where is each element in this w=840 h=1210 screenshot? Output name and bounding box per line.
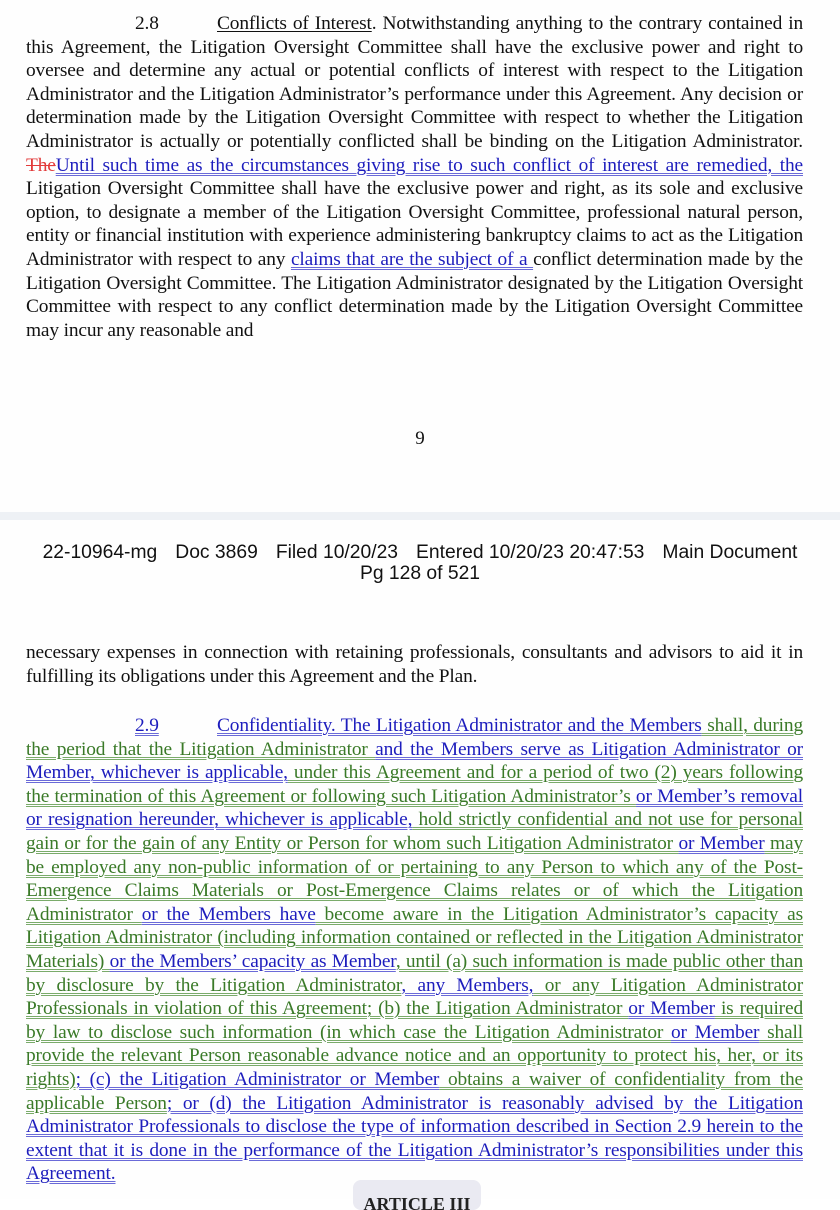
inserted-text: or the Members’ capacity as Member <box>109 950 396 972</box>
section-2-9-paragraph <box>26 714 803 1186</box>
body-run: Litigation Oversight Committee shall have the exclusive power and right, as its sole and exclusive option, to designate a member of the Litigation Oversight Committee, professional natural person, entity or financial institution with experience administering bankruptcy claims to act as the Litigation Administrator with respect to any <box>26 178 803 270</box>
inserted-text: , any Members, <box>401 974 534 996</box>
body-run: . Notwithstanding anything to the contrary contained in this Agreement, the Litigation Oversight Committee shall have the exclusive power and right to oversee and determine any actual or potential conflicts of interest with respect to the Litigation Administrator and the Litigation Administrator’s performance under this Agreement. Any decision or determination made by the Litigation Oversight Committee with respect to whether the Litigation Administrator is actually or potentially conflicted shall be binding on the Litigation Administrator. <box>26 13 803 152</box>
moved-text: may be employed any non-public information of or pertaining to any Person to which any of the Post-Emergence Claims Materials or Post-Emergence Claims relates or of which the Litigation Administrator <box>26 832 803 925</box>
inserted-text: or the Members have <box>141 903 316 925</box>
article-heading <box>353 1180 481 1210</box>
document-type: Main Document <box>662 542 798 563</box>
inserted-text: ; or (d) the Litigation Administrator is reasonably advised by the Litigation Administrator Professionals to disclose the type of information described in Section 2.9 herein to the extent that it is done in the performance of the Litigation Administrator’s responsibilities under this Agreement. <box>26 1092 803 1185</box>
document-page-128 <box>0 520 840 1210</box>
inserted-text: or Member <box>670 1021 760 1043</box>
inserted-text: and the Members serve as Litigation Administrator or Member, whichever is applicable, <box>26 738 803 784</box>
section-2-8-paragraph <box>26 12 803 342</box>
filed-date: Filed 10/20/23 <box>275 542 399 563</box>
page-number: 9 <box>415 428 425 449</box>
page-separator <box>0 512 840 520</box>
moved-text: hold strictly confidential and not use for personal gain or for the gain of any Entity or Person for whom such Litigation Administrator <box>26 809 803 854</box>
inserted-text: claims that are the subject of a <box>290 248 534 270</box>
inserted-text: or Member <box>628 998 715 1020</box>
body-run: conflict determination made by the Litigation Oversight Committee. The Litigation Administrator designated by the Litigation Oversight Committee with respect to any conflict determination made by the Litigation Oversight Committee may incur any reasonable and <box>26 248 803 341</box>
section-heading: Conflicts of Interest <box>217 13 372 34</box>
inserted-text: Until such time as the circumstances giving rise to such conflict of interest are remedied, the <box>55 154 803 176</box>
inserted-text: or Member’s removal or resignation hereunder, whichever is applicable, <box>26 785 803 831</box>
section-2-8-continued: necessary expenses in connection with retaining professionals, consultants and advisors to aid it in fulfilling its obligations under this Agreement and the Plan. <box>26 642 803 687</box>
moved-text: become aware in the Litigation Administrator’s capacity as Litigation Administrator (including information contained or reflected in the Litigation Administrator Materials) <box>26 903 804 972</box>
inserted-text: ; (c) the Litigation Administrator or Member <box>75 1068 440 1090</box>
case-number: 22-10964-mg <box>42 542 158 563</box>
doc-number: Doc 3869 <box>175 542 258 563</box>
moved-text: shall provide the relevant Person reasonable advance notice and an opportunity to protect his, her, or its rights) <box>26 1021 803 1090</box>
moved-text: under this Agreement and for a period of two (2) years following the termination of this Agreement or following such Litigation Administrator’s <box>26 762 803 807</box>
moved-text: is required by law to disclose such information (in which case the Litigation Administrator <box>26 998 803 1043</box>
moved-text: obtains a waiver of confidentiality from the applicable Person <box>26 1068 803 1114</box>
deleted-text: The <box>26 154 56 176</box>
moved-text: , until (a) such information is made public other than by disclosure by the Litigation Administrator <box>26 950 803 996</box>
inserted-text: Confidentiality. The Litigation Administrator and the Members <box>217 715 702 736</box>
section-2-9-body <box>26 715 803 1184</box>
section-number: 2.9 <box>135 715 159 736</box>
page-count: Pg 128 of 521 <box>359 563 481 584</box>
section-number: 2.8 <box>135 13 159 34</box>
inserted-text: or Member <box>678 832 765 854</box>
moved-text: or any Litigation Administrator Professionals in violation of this Agreement; (b) the Litigation Administrator <box>26 974 803 1020</box>
ecf-header-line <box>0 542 840 563</box>
article-heading-text: ARTICLE III <box>363 1194 471 1210</box>
document-page-9 <box>0 0 840 512</box>
ecf-filing-header <box>0 542 840 584</box>
moved-text: shall, during the period that the Litigation Administrator <box>26 715 803 760</box>
entered-date: Entered 10/20/23 20:47:53 <box>416 542 645 563</box>
